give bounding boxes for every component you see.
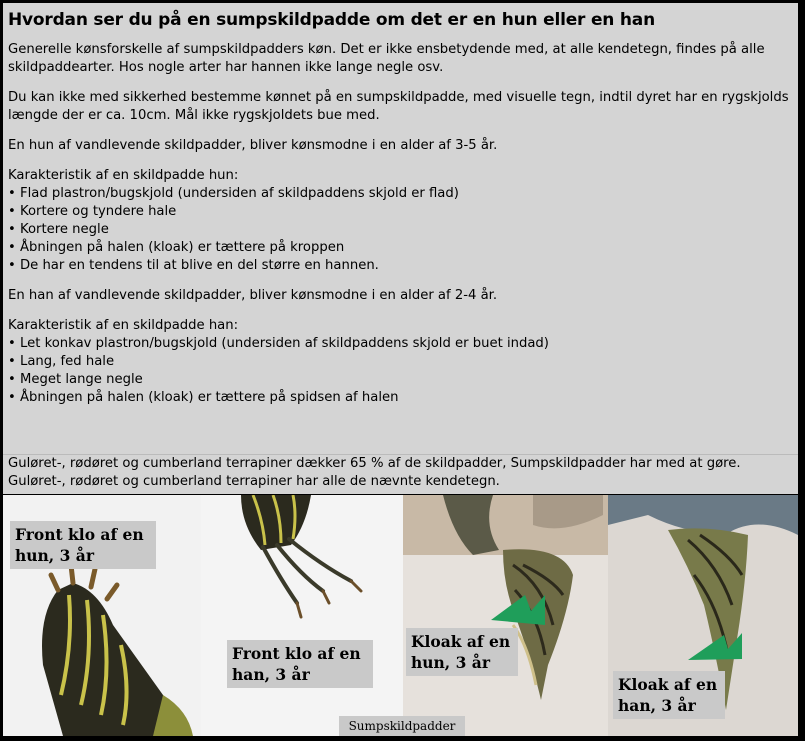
footer-line-characteristics: Guløret-, rødøret og cumberland terrapiner har alle de nævnte kendetegn. xyxy=(8,474,500,489)
caption-cloaca-male: Kloak af en han, 3 år xyxy=(613,671,725,719)
female-list-title: Karakteristik af en skildpadde hun: xyxy=(8,168,239,183)
caption-front-claw-female: Front klo af en hun, 3 år xyxy=(10,521,156,569)
caption-cloaca-female: Kloak af en hun, 3 år xyxy=(406,628,518,676)
photo-cloaca-female xyxy=(403,495,608,736)
male-list-title: Karakteristik af en skildpadde han: xyxy=(8,318,239,333)
intro-paragraph-certainty: Du kan ikke med sikkerhed bestemme kønnet på en sumpskildpadde, med visuelle tegn, indtil dyret har en rygskjolds længde der er ca. 10cm. Mål ikke rygskjoldets bue med. xyxy=(8,90,789,123)
list-item: • Meget lange negle xyxy=(8,371,793,389)
list-item: • Lang, fed hale xyxy=(8,353,793,371)
list-item: • Flad plastron/bugskjold (undersiden af skildpaddens skjold er flad) xyxy=(8,185,793,203)
list-item: • Kortere og tyndere hale xyxy=(8,203,793,221)
female-maturity-paragraph: En hun af vandlevende skildpadder, bliver kønsmodne i en alder af 3-5 år. xyxy=(8,138,498,153)
photo-strip xyxy=(3,495,798,736)
female-characteristics-list xyxy=(8,185,793,275)
list-item: • Åbningen på halen (kloak) er tættere på spidsen af halen xyxy=(8,389,793,407)
male-characteristics-list xyxy=(8,335,793,407)
intro-paragraph-general: Generelle kønsforskelle af sumpskildpadders køn. Det er ikke ensbetydende med, at alle kendetegn, findes på alle skildpaddearter. Hos nogle arter har hannen ikke lange negle osv. xyxy=(8,42,765,75)
male-maturity-paragraph: En han af vandlevende skildpadder, bliver kønsmodne i en alder af 2-4 år. xyxy=(8,288,498,303)
list-item: • De har en tendens til at blive en del større en hannen. xyxy=(8,257,793,275)
site-credit: Sumpskildpadder xyxy=(339,716,465,736)
list-item: • Kortere negle xyxy=(8,221,793,239)
list-item: • Åbningen på halen (kloak) er tættere på kroppen xyxy=(8,239,793,257)
footer-note xyxy=(3,454,798,494)
list-item: • Let konkav plastron/bugskjold (undersiden af skildpaddens skjold er buet indad) xyxy=(8,335,793,353)
caption-front-claw-male: Front klo af en han, 3 år xyxy=(227,640,373,688)
tail-illustration-female xyxy=(403,495,608,736)
footer-line-coverage: Guløret-, rødøret og cumberland terrapiner dækker 65 % af de skildpadder, Sumpskildpadder har med at gøre. xyxy=(8,456,741,471)
text-panel xyxy=(3,3,798,454)
claw-illustration-male xyxy=(201,495,403,736)
page-title: Hvordan ser du på en sumpskildpadde om det er en hun eller en han xyxy=(8,10,655,30)
photo-front-claw-female xyxy=(3,495,201,736)
photo-cloaca-male xyxy=(608,495,798,736)
photo-front-claw-male xyxy=(201,495,403,736)
